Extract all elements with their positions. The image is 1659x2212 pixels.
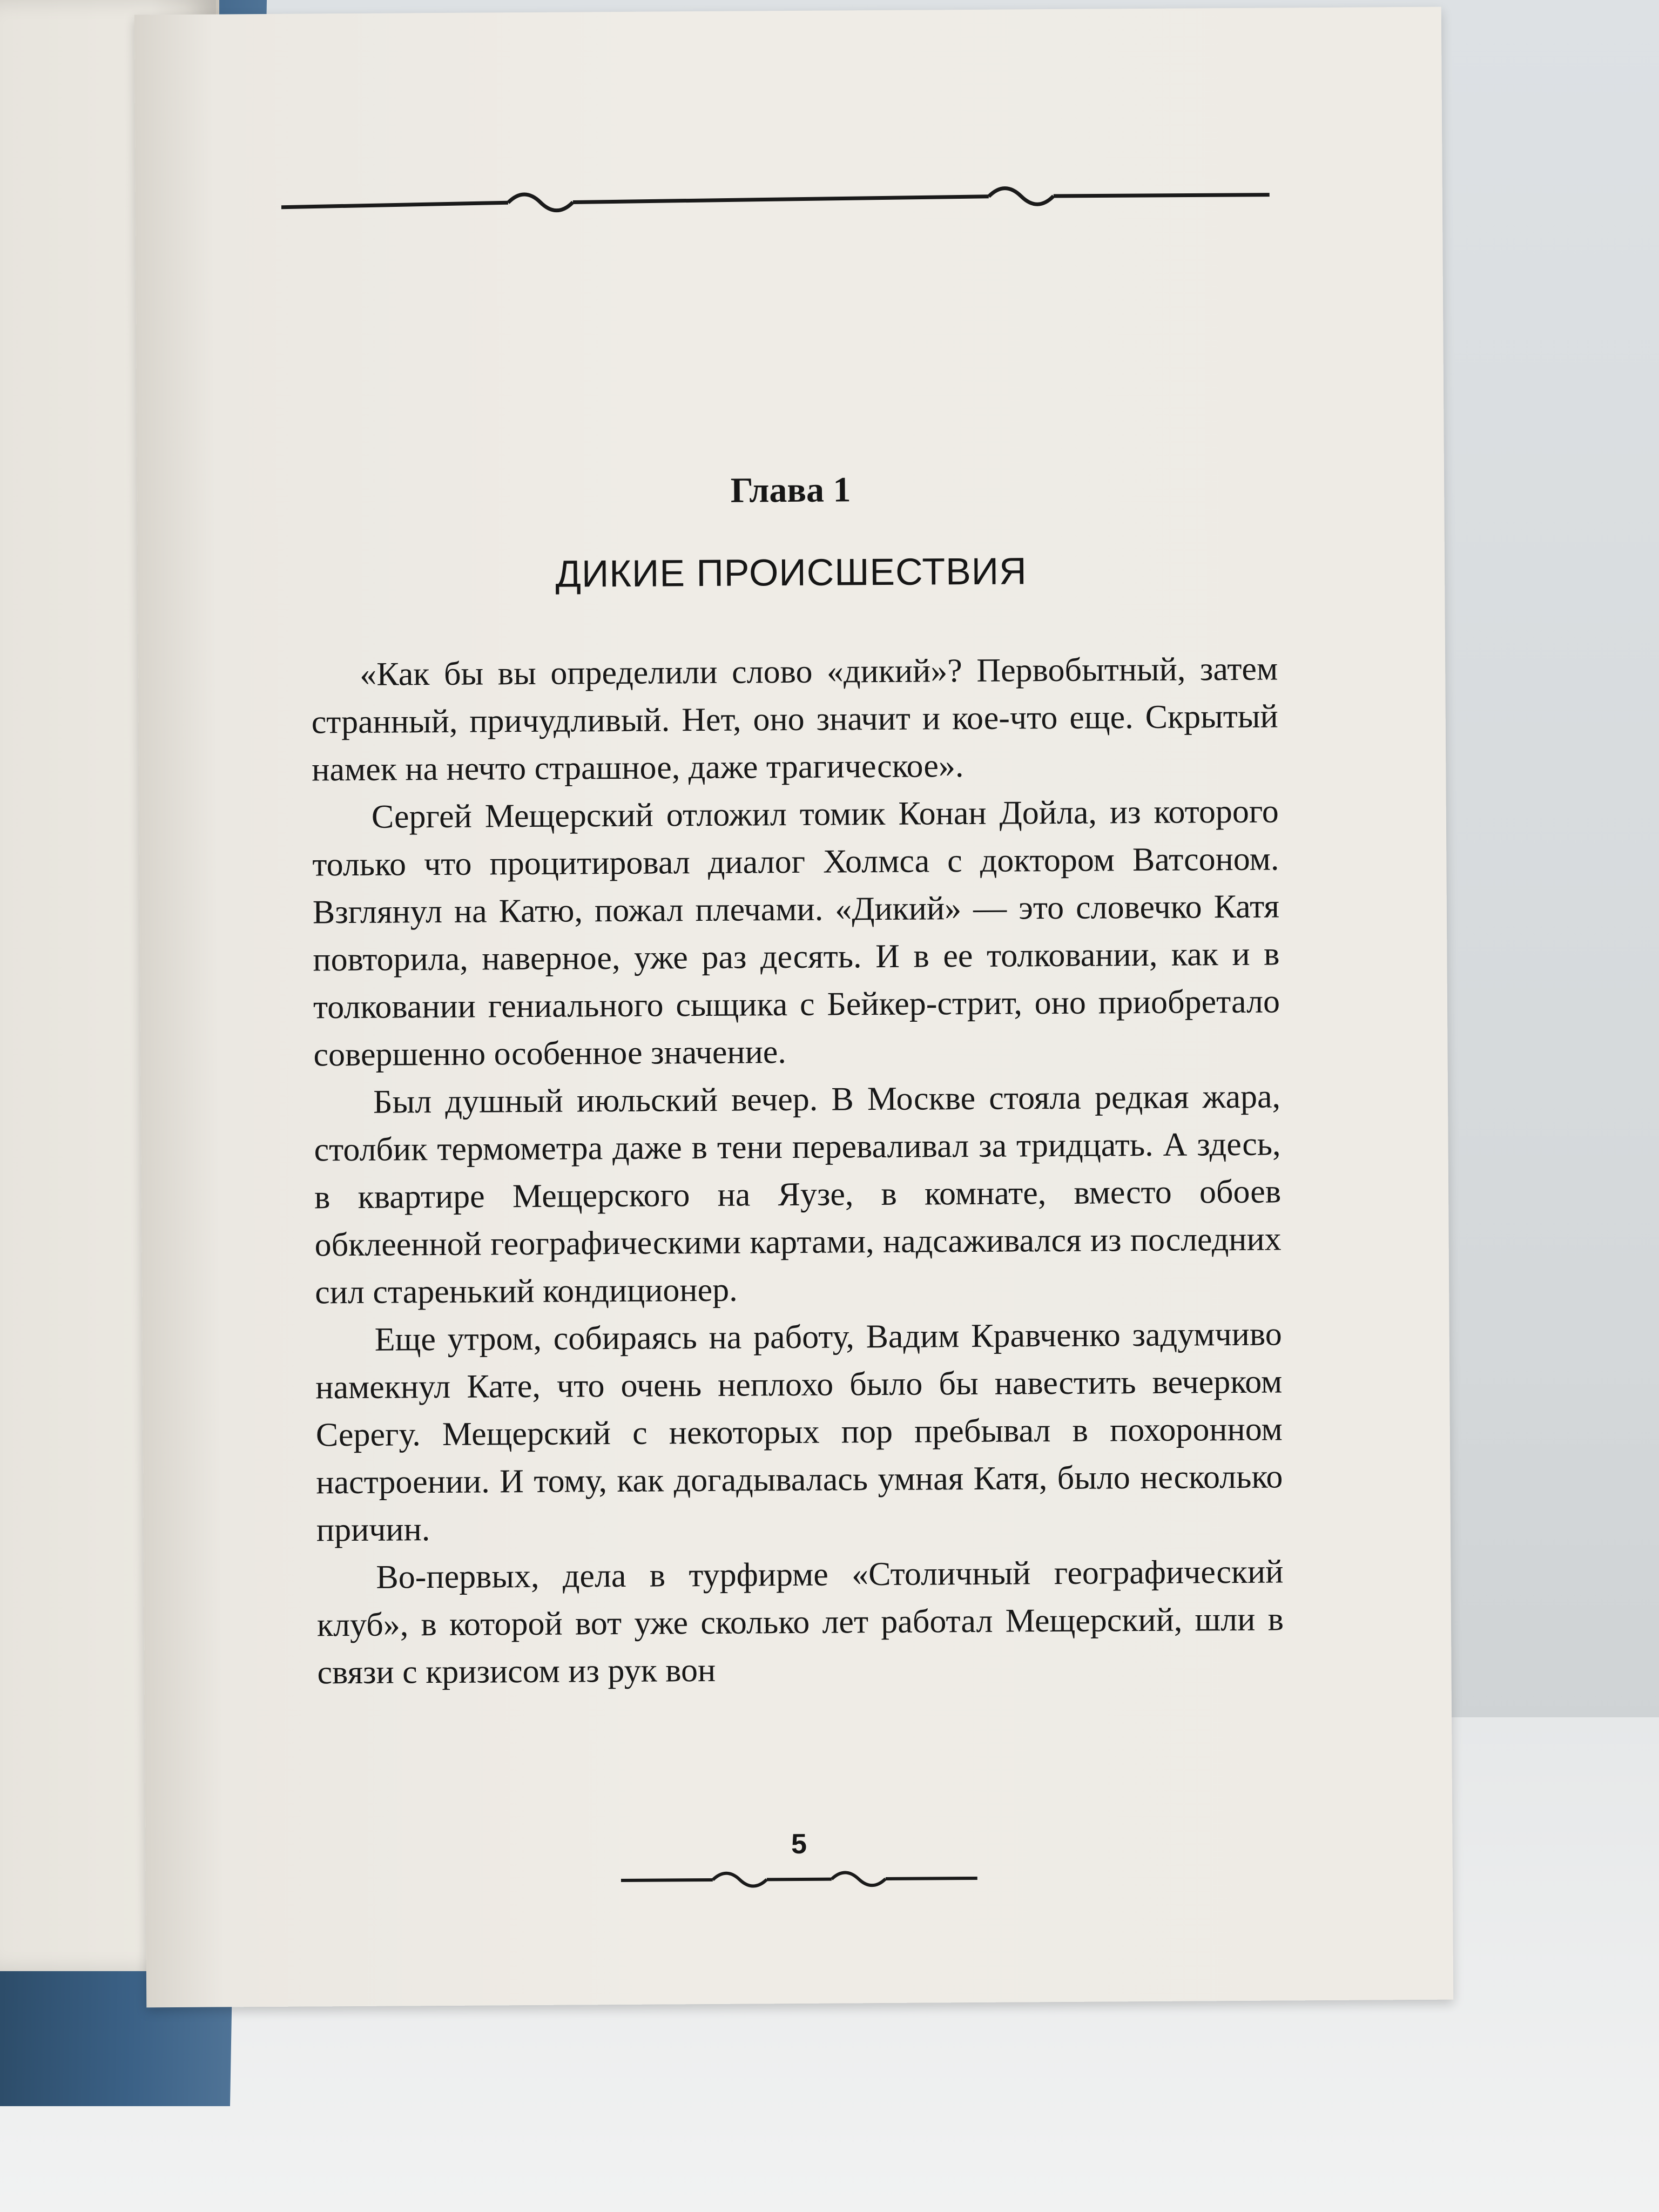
paragraph: Был душный июльский вечер. В Москве стояла редкая жара, столбик термометра даже в тени переваливал за тридцать. А здесь, в квартире Мещерского на Яузе, в комнате, вместо обоев обклеенной географическими картами, надсаживался из последних сил старенький кондиционер. [314, 1078, 1282, 1311]
chapter-number: Глава 1 [730, 470, 851, 510]
bleed-through-shadow [298, 261, 1324, 268]
body-text [311, 645, 1284, 1697]
footer-ornament-icon [621, 1862, 977, 1897]
header-ornament [281, 176, 1270, 225]
footer-ornament [621, 1862, 977, 1899]
header-ornament-icon [281, 176, 1270, 225]
paragraph: Во-первых, дела в турфирме «Столичный географический клуб», в которой вот уже сколько лет работал Мещерский, шли в связи с кризисом из рук вон [316, 1553, 1284, 1691]
paragraph: «Как бы вы определили слово «дикий»? Первобытный, затем странный, причудливый. Нет, оно значит и кое-что еще. Скрытый намек на нечто страшное, даже трагическое». [311, 650, 1278, 788]
page-number: 5 [791, 1828, 807, 1860]
paragraph: Сергей Мещерский отложил томик Конан Дойла, из которого только что процитировал диалог Холмса с доктором Ватсоном. Взглянул на Катю, пожал плечами. «Дикий» — это словечко Катя повторила, наверное, уже раз десять. И в ее толковании, как и в толковании гениального сыщика с Бейкер-стрит, оно приобретало совершенно особенное значение. [312, 793, 1280, 1074]
chapter-title: ДИКИЕ ПРОИСШЕСТВИЯ [555, 550, 1027, 595]
right-page [134, 7, 1453, 2008]
paragraph: Еще утром, собираясь на работу, Вадим Кравченко задумчиво намекнул Кате, что очень неплохо было бы навестить вечерком Серегу. Мещерский с некоторых пор пребывал в похоронном настроении. И тому, как догадывалась умная Катя, было несколько причин. [315, 1316, 1283, 1549]
